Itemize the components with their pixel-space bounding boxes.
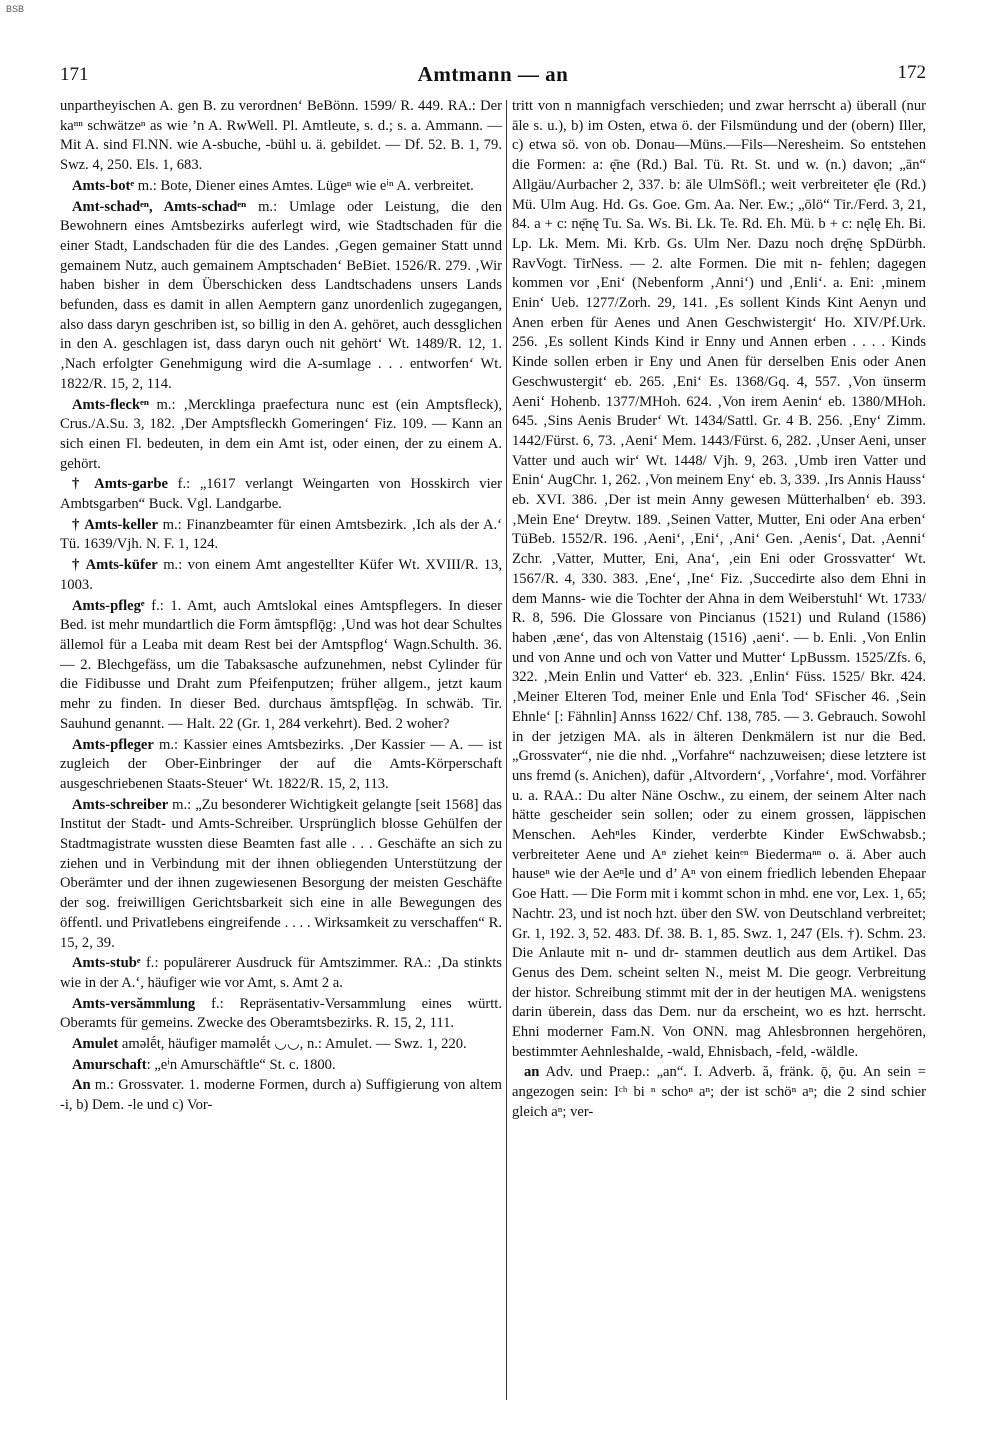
dictionary-entry bbox=[60, 995, 502, 1034]
entry-headword: Amts-pfleger bbox=[72, 736, 154, 753]
page-header bbox=[60, 56, 926, 90]
entry-text: Adv. und Praep.: „an“. I. Adverb. ă, fränk. ǭ, ǭu. An sein = angezogen sein: Iᶜʰ bi ⁿ schoⁿ aⁿ; der ist schöⁿ aⁿ; die 2 sind schier gleich aⁿ; ver- bbox=[512, 1064, 926, 1120]
entry-text: f.: Repräsentativ-Versammlung eines württ. Oberamts für gemeins. Zwecke des Oberamtsbezirks. R. 15, 2, 111. bbox=[60, 995, 502, 1032]
entry-headword: Amulet bbox=[72, 1036, 119, 1053]
entry-headword: Amts-versămmlung bbox=[72, 995, 196, 1012]
entry-headword: Amts-schreiber bbox=[72, 796, 169, 813]
entry-text: tritt von n mannigfach verschieden; und zwar herrscht a) überall (nur āle s. u.), b) im Osten, etwa ö. der Filsmündung und der (obern) Iller, c) etwa sö. von ob. Donau—Müns.—Fils—Neresheim. So entstehen die Formen: a: ę̄ne (Rd.) Bal. Tü. Rt. St. und w. (n.) davon; „ān“ Allgäu/Aurbacher 2, 337. b: āle UlmSöfl.; weit verbreiteter ę̄le (Rd.) Mü. Ulm Aug. Hd. Gs. Goe. Gm. Aa. Ner. Ew.; „ōlö“ Tir./Ferd. 3, 21, 84. a + c: nę̄nę Tu. Sa. Ws. Bi. Lk. Te. Rd. Eh. Mü. b + c: nę̄lę Eh. Bi. Lp. Lk. Mem. Mi. Krb. Gs. Ulm Ner. Dazu noch drę̄nę SpDürbh. RavVogt. TirNess. — 2. alte Formen. Die mit n- fehlen; dagegen kommen vor ‚Eni‘ (Nebenform ‚Anni‘) und ‚Enli‘. a. Eni: ‚minem Enin‘ Ueb. 1277/Zorh. 29, 141. ‚Es sollent Kinds Kint Aenyn und Anen erben für Aenes und Anen Geschwistergit‘ Ho. XIV/Pf.Urk. 256. ‚Es sollent Kinds Kind ir Enny und Annen erben . . . . Kinds Kinde sollen erben ir Eny und Anen für derselben Enis oder Anen Geschwustergit‘ eb. 265. ‚Eni‘ Es. 1368/Gq. 4, 557. ‚Von ünserm Aeni‘ Hohenb. 1377/MHoh. 624. ‚Von irem Aenin‘ eb. 1380/MHoh. 645. ‚Sins Aenis Bruder‘ Wt. 1434/Sattl. Gr. 4 B. 256. ‚Eny‘ Zimm. 1442/Fürst. 6, 73. ‚Aeni‘ Mem. 1443/Fürst. 6, 282. ‚Unser Aeni, unser Vatter und auch wir‘ Wt. 1448/ Vjh. 9, 263. ‚Umb iren Vatter und Enin‘ AugChr. 1, 262. ‚Von meinem Eny‘ eb. 3, 339. ‚Irs Annis Hauss‘ eb. XVI. 386. ‚Der ist mein Anny gewesen Mütterhalben‘ eb. 393. ‚Mein Ene‘ Dreytw. 189. ‚Seinen Vatter, Mutter, Eni oder Ana erben‘ TüBeb. 1552/R. 196. ‚Aeni‘, ‚Eni‘, ‚Ani‘ Gen. ‚Aenis‘, Dat. ‚Aenni‘ Zchr. ‚Vatter, Mutter, Eni, Ana‘, ‚ein Eni oder Grossvatter‘ Wt. 1567/R. 4, 330. 383. ‚Ene‘, ‚Ine‘ Fiz. ‚Succedirte also dem Ehni in dem Manns- wie die Tochter der Ahna in dem Weiberstuhl‘ Wt. 1733/ R. 8, 596. Die Glossare von Pincianus (1521) und Ruland (1586) haben ‚æne‘, das von Altenstaig (1516) ‚aeni‘. — b. Enli. ‚Von Enlin und von Anne und och von Vatter und Mutter‘ LpBussm. 1525/Zfs. 6, 322. ‚Mein Enlin und Vatter‘ eb. 323. ‚Enlin‘ Füss. 1525/ Bkr. 424. ‚Meiner Elteren Tod, meiner Enle und Enla Tod‘ SFischer 46. ‚Sein Ehnle‘ [: Fähnlin] Annss 1622/ Chf. 138, 785. — 3. Gebrauch. Sowohl in der jetzigen MA. als in älteren Denkmälern ist nur die Bed. „Grossvater“, nie die nhd. „Vorfahre“ nachzuweisen; diese letztere ist uns fremd (s. Anichen), dafür ‚Altvordern‘, ‚Vorfahre‘, mod. Vorfährer u. a. RAA.: Du alter Näne Oschw., zu einem, der seinem Alter nach hätte gescheider sein sollen; oder zu einem grossen, läppischen Menschen. Aehⁿles Kinder, verderbte Kinder EwSchwabsb.; verbreiteter Aene und Aⁿ ziehet keinᵉⁿ Biedermaⁿⁿ o. ä. Aber auch hauseⁿ wie der Aeⁿle und d’ Aⁿ von einem friedlich lebenden Ehepaar Goe Hatt. — Die Form mit i kommt schon in mhd. ene vor, Lex. 1, 65; Nachtr. 23, und ist noch hzt. über den SW. von Deutschland verbreitet; Gr. 1, 192. 3, 52. 483. Df. 38. B. 1, 85. Swz. 1, 247 (Els. †). Schm. 23. Die Anlaute mit n- und dr- stammen deutlich aus dem Artikel. Das Genus des Dem. scheint selten N., meist M. Die geogr. Verbreitung der histor. Schreibung stimmt mit der in der heutigen MA. wenigstens darin überein, dass das Dem. nur da erscheint, wo es hzt. herrscht. Ehni moderner Fam.N. Von ONN. mag Ahlesbronnen hergehören, bestimmter Aehnleshalde, -wald, Ehnisbach, -feld, -wäldle. bbox=[512, 98, 926, 1060]
dictionary-entry bbox=[512, 1063, 926, 1122]
entry-headword: An bbox=[72, 1077, 91, 1094]
entry-text: m.: von einem Amt angestellter Küfer Wt. XVIII/R. 13, 1003. bbox=[60, 557, 502, 593]
entry-headword: Amt-schadᵉⁿ, Amts-schadᵉⁿ bbox=[72, 198, 247, 215]
entry-headword: † Amts-garbe bbox=[72, 476, 168, 493]
library-stamp: BSB bbox=[6, 4, 25, 14]
entry-text: m.: Finanzbeamter für einen Amtsbezirk. ‚Ich als der A.‘ Tü. 1639/Vjh. N. F. 1, 124. bbox=[60, 516, 502, 553]
dictionary-entry bbox=[60, 198, 502, 395]
dictionary-entry bbox=[60, 475, 502, 514]
running-title: Amtmann — an bbox=[417, 62, 569, 86]
dictionary-entry bbox=[60, 1056, 502, 1076]
entry-text: m.: Bote, Diener eines Amtes. Lügeⁿ wie eⁱⁿ A. verbreitet. bbox=[134, 177, 474, 194]
column-divider bbox=[506, 100, 507, 1400]
left-column bbox=[60, 97, 502, 1422]
dictionary-entry bbox=[60, 954, 502, 993]
entry-headword: Amts-pflegᵉ bbox=[72, 597, 145, 614]
dictionary-entry bbox=[512, 97, 926, 1062]
entry-text: aməlḗt, häufiger maməlḗt ◡◡, n.: Amulet. — Swz. 1, 220. bbox=[118, 1036, 467, 1053]
page-number-left: 171 bbox=[60, 64, 89, 85]
entry-text: unpartheyischen A. gen B. zu verordnen‘ BeBönn. 1599/ R. 449. RA.: Der kaⁿⁿ schwätzeⁿ as wie ’n A. RwWell. Pl. Amtleute, s. d.; s. a. Ammann. — Mit A. sind Fl.NN. wie A-sbuche, -bühl u. ä. gebildet. — Df. 52. B. 1, 79. Swz. 4, 250. Els. 1, 683. bbox=[60, 98, 502, 174]
dictionary-entry bbox=[60, 1076, 502, 1115]
entry-headword: † Amts-küfer bbox=[72, 557, 158, 574]
entry-headword: Amts-fleckᵉⁿ bbox=[72, 396, 149, 413]
entry-text: m.: Grossvater. 1. moderne Formen, durch a) Suffigierung von altem -i, b) Dem. -le und c) Vor- bbox=[60, 1077, 502, 1114]
entry-text: m.: ‚Mercklinga praefectura nunc est (ein Amptsfleck), Crus./A.Su. 3, 182. ‚Der Amptsfleckh Gomeringen‘ Fiz. 109. — Kann an sich einen Fl. bedeuten, in dem ein Amt ist, oder einen, der zu einem A. gehört. bbox=[60, 396, 502, 472]
entry-headword: † Amts-keller bbox=[72, 516, 158, 533]
dictionary-entry bbox=[60, 736, 502, 795]
dictionary-entry bbox=[60, 796, 502, 954]
entry-headword: Amurschaft bbox=[72, 1056, 147, 1073]
dictionary-entry bbox=[60, 97, 502, 176]
dictionary-entry bbox=[60, 597, 502, 735]
dictionary-entry bbox=[60, 1035, 502, 1055]
dictionary-entry bbox=[60, 396, 502, 475]
entry-text: m.: Kassier eines Amtsbezirks. ‚Der Kassier — A. — ist zugleich der Ober-Einbringer der auf die Amts-Körperschaft ausgeschriebenen Staats-Steuer‘ Wt. 1822/R. 15, 2, 113. bbox=[60, 736, 502, 792]
entry-headword: Amts-botᵉ bbox=[72, 177, 135, 194]
dictionary-entry bbox=[60, 177, 502, 197]
entry-headword: an bbox=[524, 1064, 540, 1081]
entry-text: : „eⁱn Amurschäftle“ St. c. 1800. bbox=[146, 1056, 336, 1073]
entry-headword: Amts-stubᵉ bbox=[72, 955, 141, 972]
entry-text: f.: 1. Amt, auch Amtslokal eines Amtspflegers. In dieser Bed. ist mehr mundartlich die Form ămtspflǭg: ‚Und was hot dear Schultes ällemol für a Leaba mit deam Rest bei der Amtspflog‘ Wagn.Schulth. 36. — 2. Blechgefäss, um die Tabaksasche aufzunehmen, nebst Cylinder für die Fidibusse und Draht zum Pfeifenputzen; früher allgem., jetzt kaum mehr zu finden. In dieser Bed. durchaus ămtspflę̄əg. In schwäb. Tir. Sauhund genannt. — Halt. 22 (Gr. 1, 284 verkehrt). Bed. 2 woher? bbox=[60, 597, 502, 732]
right-column bbox=[512, 97, 926, 1422]
dictionary-entry bbox=[60, 516, 502, 555]
page-number-right: 172 bbox=[897, 62, 926, 83]
entry-text: m.: „Zu besonderer Wichtigkeit gelangte [seit 1568] das Institut der Stadt- und Amts-Schreiber. Ursprünglich blosse Gehülfen der Stadtmagistrate wussten diese Beamten fast alle . . . Geschäfte an sich zu ziehen und in Verbindung mit der ihnen obliegenden Unterstützung der Oberämter und der ihnen zugewiesenen Besorgung der meisten Geschäfte der sog. freiwilligen Gerichtsbarkeit sich eine in alle Bewegungen des öffentl. und Privatlebens eingreifende . . . . Wirksamkeit zu verschaffen“ R. 15, 2, 39. bbox=[60, 796, 502, 951]
entry-text: m.: Umlage oder Leistung, die den Bewohnern eines Amtsbezirks auferlegt wird, wie Stadtschaden für die einer Stadt, Landschaden für die des Landes. ‚Gegen gemainer Statt unnd gemainem Nutz, auch gemainem Amptschaden‘ BeBiet. 1526/R. 279. ‚Wir haben bisher in dem Überschicken dess Landtschadens unsers Lands befunden, dass es damit in allen Aemptern ganz unordenlich zugegangen, also dass daryn geschriben ist, so billig in den A. gehöret, auch dessglichen in den A. geschlagen ist, dass daryn ouch nit gehört‘ Wt. 1489/R. 12, 1. ‚Nach erfolgter Genehmigung wird die A-sumlage . . . entworfen‘ Wt. 1822/R. 15, 2, 114. bbox=[60, 198, 502, 392]
dictionary-entry bbox=[60, 556, 502, 595]
entry-text: f.: „1617 verlangt Weingarten von Hosskirch vier Ambtsgarben“ Buck. Vgl. Landgarbe. bbox=[60, 476, 502, 513]
entry-text: f.: populärerer Ausdruck für Amtszimmer. RA.: ‚Da stinkts wie in der A.‘, häufiger wie vor Amt, s. Amt 2 a. bbox=[60, 955, 502, 991]
